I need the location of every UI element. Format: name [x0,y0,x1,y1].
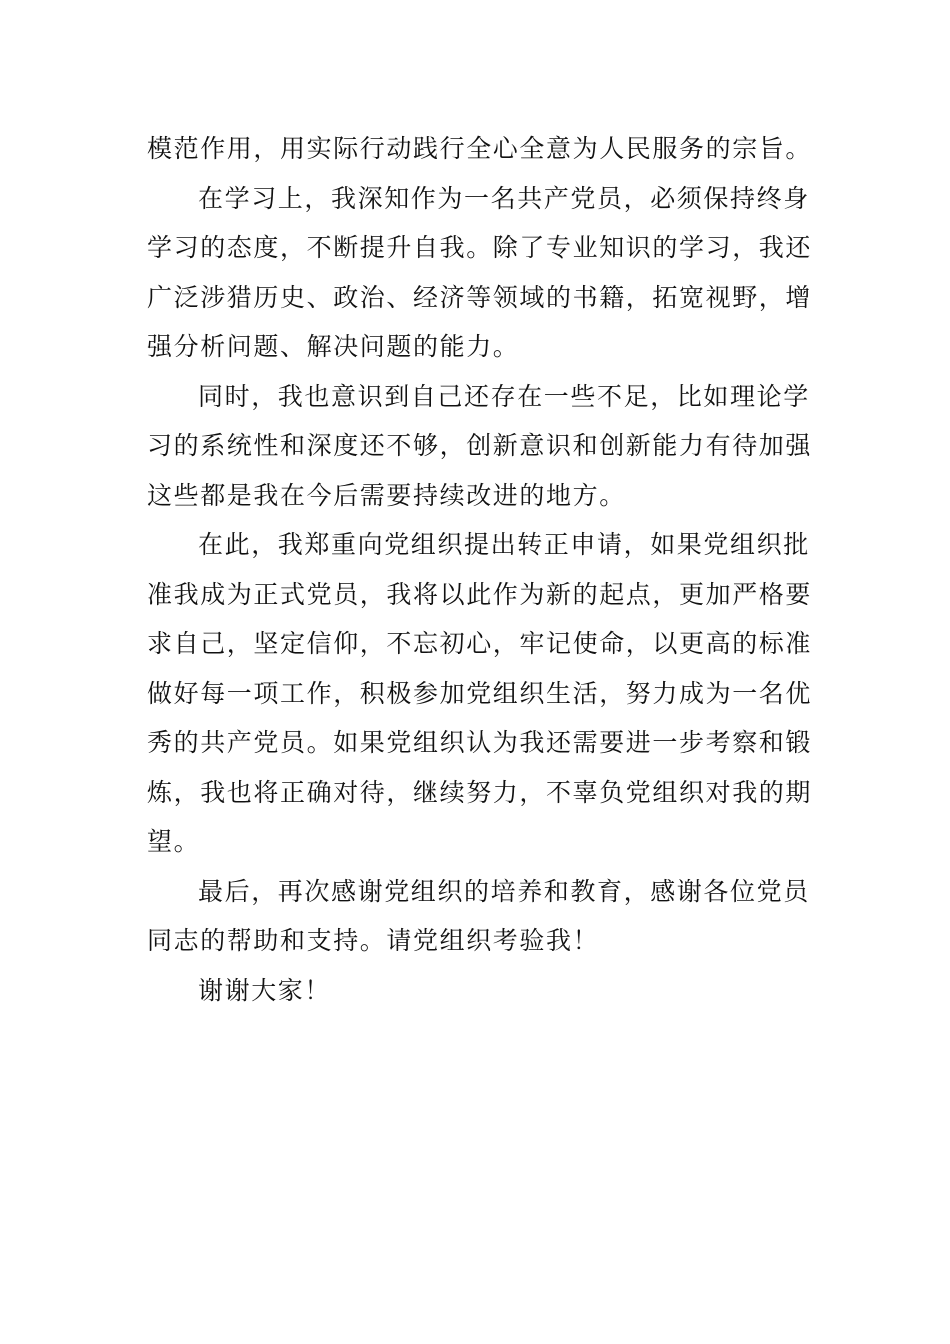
text-line: 学习的态度，不断提升自我。除了专业知识的学习，我还 [147,233,812,262]
text-line: 在学习上，我深知作为一名共产党员，必须保持终身 [198,183,810,213]
text-line: 强分析问题、解决问题的能力。 [147,332,520,361]
text-line: 这些都是我在今后需要持续改进的地方。 [147,480,626,510]
document-body [147,124,812,1015]
text-line: 最后，再次感谢党组织的培养和教育，感谢各位党员 [198,876,810,906]
text-line: 在此，我郑重向党组织提出转正申请，如果党组织批 [198,530,810,559]
text-line: 谢谢大家！ [198,975,332,1005]
text-line: 模范作用，用实际行动践行全心全意为人民服务的宗旨。 [147,134,812,163]
text-line: 求自己，坚定信仰，不忘初心，牢记使命，以更高的标准 [147,629,812,658]
text-line: 习的系统性和深度还不够，创新意识和创新能力有待加强 [147,431,812,460]
text-line: 秀的共产党员。如果党组织认为我还需要进一步考察和锻 [147,728,812,757]
text-line: 同时，我也意识到自己还存在一些不足，比如理论学 [198,381,810,411]
text-line: 准我成为正式党员，我将以此作为新的起点，更加严格要 [147,579,812,609]
text-line: 做好每一项工作，积极参加党组织生活，努力成为一名优 [147,678,812,708]
text-line: 同志的帮助和支持。请党组织考验我！ [147,926,600,955]
text-line: 广泛涉猎历史、政治、经济等领域的书籍，拓宽视野，增 [147,282,812,312]
text-line: 炼，我也将正确对待，继续努力，不辜负党组织对我的期 [147,777,812,807]
text-line: 望。 [147,827,201,856]
